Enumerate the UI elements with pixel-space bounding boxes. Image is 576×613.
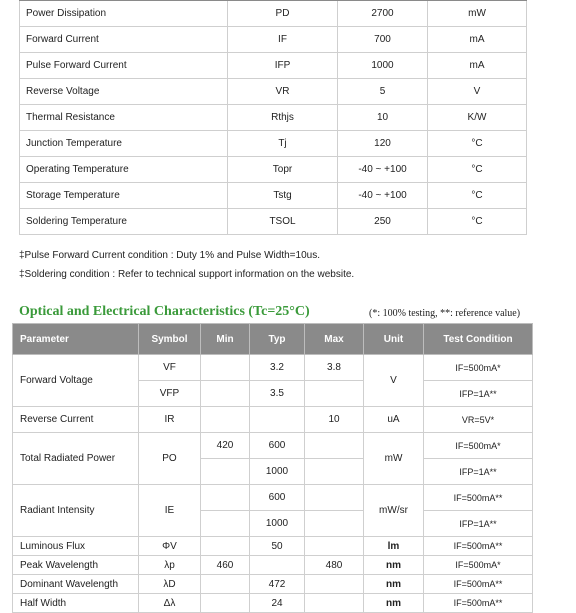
symbol-cell: Tj — [228, 131, 338, 157]
table-row — [13, 537, 533, 556]
unit-cell: °C — [428, 131, 527, 157]
table-row — [13, 433, 533, 459]
param-cell: Peak Wavelength — [13, 556, 139, 575]
param-cell: Reverse Voltage — [20, 79, 228, 105]
unit-cell: nm — [364, 556, 424, 575]
symbol-cell: PD — [228, 1, 338, 27]
header-typ: Typ — [250, 324, 305, 355]
symbol-cell: IR — [139, 407, 201, 433]
min-cell — [201, 575, 250, 594]
optical-characteristics-table — [12, 323, 533, 613]
test-cell: IFP=1A** — [424, 459, 533, 485]
symbol-cell: λD — [139, 575, 201, 594]
param-cell: Pulse Forward Current — [20, 53, 228, 79]
min-cell: 460 — [201, 556, 250, 575]
table-row — [20, 53, 527, 79]
max-cell — [305, 459, 364, 485]
unit-cell: lm — [364, 537, 424, 556]
value-cell: 10 — [338, 105, 428, 131]
symbol-cell: VFP — [139, 381, 201, 407]
value-cell: 2700 — [338, 1, 428, 27]
symbol-cell: PO — [139, 433, 201, 485]
unit-cell: °C — [428, 209, 527, 235]
typ-cell — [250, 407, 305, 433]
table-row — [20, 209, 527, 235]
unit-cell: V — [364, 355, 424, 407]
param-cell: Luminous Flux — [13, 537, 139, 556]
section-title: Optical and Electrical Characteristics (Tc=25°C) — [19, 304, 310, 319]
value-cell: -40 ~ +100 — [338, 183, 428, 209]
unit-cell: mW — [428, 1, 527, 27]
unit-cell: mA — [428, 53, 527, 79]
unit-cell: K/W — [428, 105, 527, 131]
table-row — [20, 183, 527, 209]
unit-cell: V — [428, 79, 527, 105]
param-cell: Reverse Current — [13, 407, 139, 433]
testing-remark: (*: 100% testing, **: reference value) — [369, 308, 521, 319]
min-cell — [201, 594, 250, 613]
typ-cell: 24 — [250, 594, 305, 613]
typ-cell: 3.2 — [250, 355, 305, 381]
symbol-cell: IE — [139, 485, 201, 537]
typ-cell: 3.5 — [250, 381, 305, 407]
value-cell: 700 — [338, 27, 428, 53]
min-cell — [201, 511, 250, 537]
header-unit: Unit — [364, 324, 424, 355]
table-row — [20, 1, 527, 27]
table-row — [20, 79, 527, 105]
min-cell: 420 — [201, 433, 250, 459]
unit-cell: nm — [364, 575, 424, 594]
symbol-cell: λp — [139, 556, 201, 575]
unit-cell: mA — [428, 27, 527, 53]
table-row — [13, 355, 533, 381]
symbol-cell: ΦV — [139, 537, 201, 556]
header-test-condition: Test Condition — [424, 324, 533, 355]
table-row — [13, 485, 533, 511]
typ-cell — [250, 556, 305, 575]
param-cell: Forward Current — [20, 27, 228, 53]
unit-cell: mW/sr — [364, 485, 424, 537]
table-row — [13, 556, 533, 575]
param-cell: Thermal Resistance — [20, 105, 228, 131]
soldering-note: ‡Soldering condition : Refer to technical support information on the website. — [19, 269, 355, 280]
param-cell: Radiant Intensity — [13, 485, 139, 537]
min-cell — [201, 407, 250, 433]
test-cell: IF=500mA** — [424, 594, 533, 613]
max-cell — [305, 433, 364, 459]
test-cell: IF=500mA* — [424, 355, 533, 381]
param-cell: Junction Temperature — [20, 131, 228, 157]
max-cell: 3.8 — [305, 355, 364, 381]
symbol-cell: Topr — [228, 157, 338, 183]
max-cell — [305, 511, 364, 537]
max-cell — [305, 594, 364, 613]
max-cell: 480 — [305, 556, 364, 575]
unit-cell: nm — [364, 594, 424, 613]
test-cell: IF=500mA* — [424, 556, 533, 575]
symbol-cell: Δλ — [139, 594, 201, 613]
test-cell: IF=500mA** — [424, 485, 533, 511]
header-max: Max — [305, 324, 364, 355]
max-cell — [305, 575, 364, 594]
test-cell: IF=500mA** — [424, 575, 533, 594]
test-cell: IFP=1A** — [424, 511, 533, 537]
symbol-cell: VF — [139, 355, 201, 381]
typ-cell: 50 — [250, 537, 305, 556]
param-cell: Total Radiated Power — [13, 433, 139, 485]
table-row — [13, 594, 533, 613]
max-cell — [305, 381, 364, 407]
table-row — [20, 157, 527, 183]
param-cell: Dominant Wavelength — [13, 575, 139, 594]
symbol-cell: IFP — [228, 53, 338, 79]
typ-cell: 600 — [250, 485, 305, 511]
typ-cell: 472 — [250, 575, 305, 594]
unit-cell: mW — [364, 433, 424, 485]
param-cell: Operating Temperature — [20, 157, 228, 183]
param-cell: Forward Voltage — [13, 355, 139, 407]
value-cell: -40 ~ +100 — [338, 157, 428, 183]
table-row — [20, 131, 527, 157]
min-cell — [201, 381, 250, 407]
pulse-current-note: ‡Pulse Forward Current condition : Duty 1% and Pulse Width=10us. — [19, 250, 320, 261]
symbol-cell: Rthjs — [228, 105, 338, 131]
value-cell: 250 — [338, 209, 428, 235]
unit-cell: uA — [364, 407, 424, 433]
min-cell — [201, 459, 250, 485]
header-min: Min — [201, 324, 250, 355]
max-cell: 10 — [305, 407, 364, 433]
symbol-cell: Tstg — [228, 183, 338, 209]
param-cell: Soldering Temperature — [20, 209, 228, 235]
unit-cell: °C — [428, 183, 527, 209]
header-parameter: Parameter — [13, 324, 139, 355]
min-cell — [201, 485, 250, 511]
table-row — [13, 575, 533, 594]
typ-cell: 600 — [250, 433, 305, 459]
typ-cell: 1000 — [250, 511, 305, 537]
symbol-cell: IF — [228, 27, 338, 53]
value-cell: 1000 — [338, 53, 428, 79]
typ-cell: 1000 — [250, 459, 305, 485]
table-row — [20, 105, 527, 131]
test-cell: IF=500mA** — [424, 537, 533, 556]
param-cell: Half Width — [13, 594, 139, 613]
param-cell: Power Dissipation — [20, 1, 228, 27]
absolute-max-ratings-table — [19, 0, 527, 235]
table-row — [20, 27, 527, 53]
test-cell: IF=500mA* — [424, 433, 533, 459]
unit-cell: °C — [428, 157, 527, 183]
symbol-cell: VR — [228, 79, 338, 105]
table-header-row — [13, 324, 533, 355]
test-cell: IFP=1A** — [424, 381, 533, 407]
param-cell: Storage Temperature — [20, 183, 228, 209]
min-cell — [201, 537, 250, 556]
max-cell — [305, 537, 364, 556]
table-row — [13, 407, 533, 433]
min-cell — [201, 355, 250, 381]
max-cell — [305, 485, 364, 511]
header-symbol: Symbol — [139, 324, 201, 355]
test-cell: VR=5V* — [424, 407, 533, 433]
symbol-cell: TSOL — [228, 209, 338, 235]
value-cell: 5 — [338, 79, 428, 105]
value-cell: 120 — [338, 131, 428, 157]
